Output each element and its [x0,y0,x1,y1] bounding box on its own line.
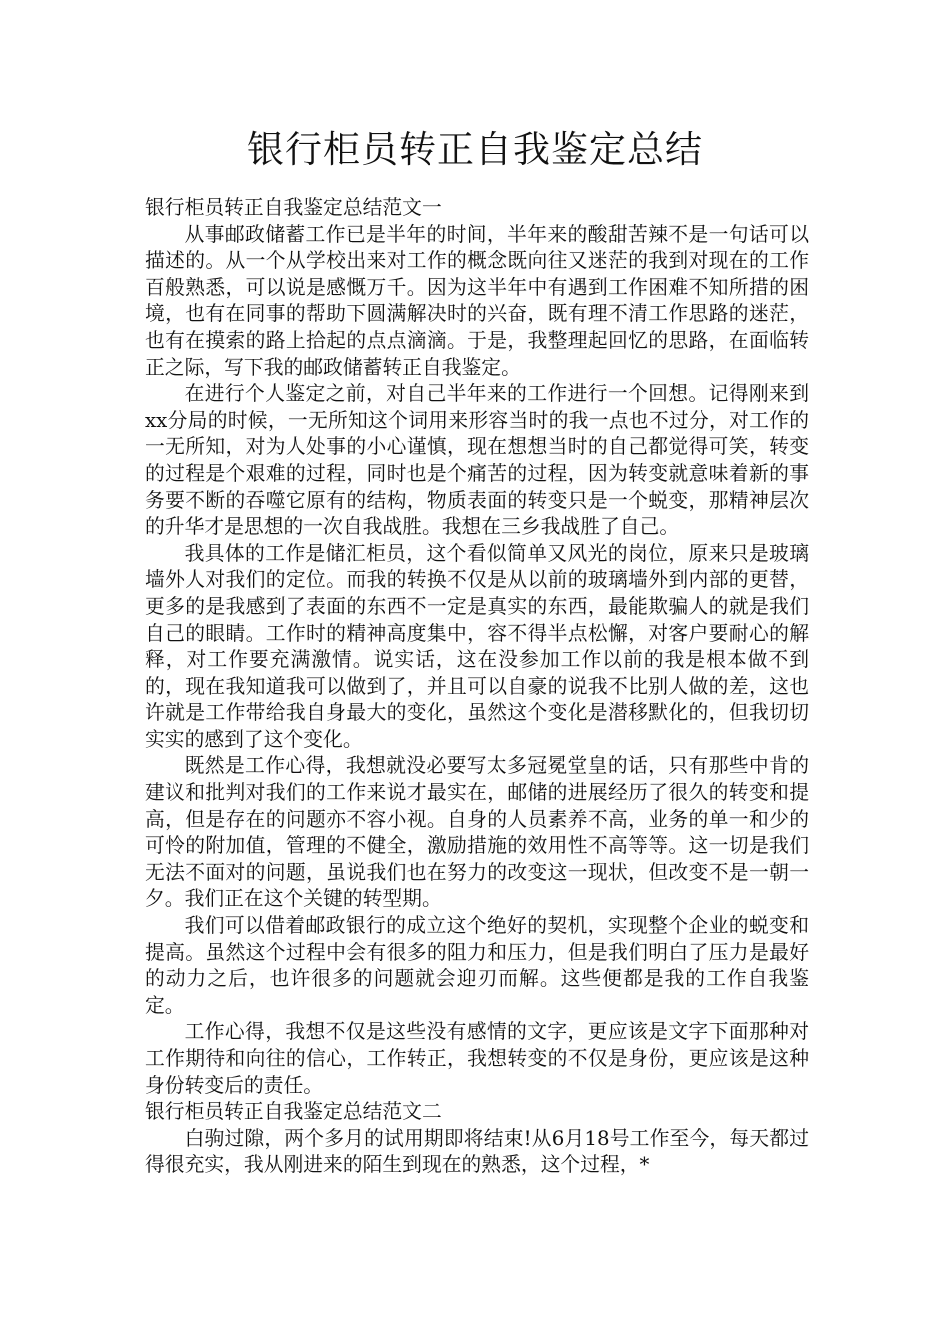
paragraph: 从事邮政储蓄工作已是半年的时间，半年来的酸甜苦辣不是一句话可以描述的。从一个从学校出来对工作的概念既向往又迷茫的我到对现在的工作百般熟悉，可以说是感慨万千。因为这半年中有遇到工作困难不知所措的困境，也有在同事的帮助下圆满解决时的兴奋，既有理不清工作思路的迷茫，也有在摸索的路上拾起的点点滴滴。于是，我整理起回忆的思路，在面临转正之际，写下我的邮政储蓄转正自我鉴定。 [145,222,809,379]
paragraph: 在进行个人鉴定之前，对自己半年来的工作进行一个回想。记得刚来到xx分局的时候，一无所知这个词用来形容当时的我一点也不过分，对工作的一无所知，对为人处事的小心谨慎，现在想想当时的自己都觉得可笑，转变的过程是个艰难的过程，同时也是个痛苦的过程，因为转变就意味着新的事务要不断的吞噬它原有的结构，物质表面的转变只是一个蜕变，那精神层次的升华才是思想的一次自我战胜。我想在三乡我战胜了自己。 [145,382,809,539]
section-heading: 银行柜员转正自我鉴定总结范文二 [145,1100,442,1124]
section-heading: 银行柜员转正自我鉴定总结范文一 [145,196,442,219]
paragraph: 既然是工作心得，我想就没必要写太多冠冕堂皇的话，只有那些中肯的建议和批判对我们的工作来说才最实在，邮储的进展经历了很久的转变和提高，但是存在的问题亦不容小视。自身的人员素养不高，业务的单一和少的可怜的附加值，管理的不健全，激励措施的效用性不高等等。这一切是我们无法不面对的问题，虽说我们也在努力的改变这一现状，但改变不是一朝一夕。我们正在这个关键的转型期。 [145,754,809,911]
document-body [145,195,809,1179]
document-title: 银行柜员转正自我鉴定总结 [247,128,703,171]
paragraph: 我们可以借着邮政银行的成立这个绝好的契机，实现整个企业的蜕变和提高。虽然这个过程中会有很多的阻力和压力，但是我们明白了压力是最好的动力之后，也许很多的问题就会迎刃而解。这些便都是我的工作自我鉴定。 [145,914,809,1017]
paragraph: 工作心得，我想不仅是这些没有感情的文字，更应该是文字下面那种对工作期待和向往的信心，工作转正，我想转变的不仅是身份，更应该是这种身份转变后的责任。 [145,1020,809,1097]
paragraph: 我具体的工作是储汇柜员，这个看似简单又风光的岗位，原来只是玻璃墙外人对我们的定位。而我的转换不仅是从以前的玻璃墙外到内部的更替，更多的是我感到了表面的东西不一定是真实的东西，最能欺骗人的就是我们自己的眼睛。工作时的精神高度集中，容不得半点松懈，对客户要耐心的解释，对工作要充满激情。说实话，这在没参加工作以前的我是根本做不到的，现在我知道我可以做到了，并且可以自豪的说我不比别人做的差，这也许就是工作带给我自身最大的变化，虽然这个变化是潜移默化的，但我切切实实的感到了这个变化。 [145,541,809,751]
paragraph: 白驹过隙，两个多月的试用期即将结束!从6月18号工作至今，每天都过得很充实，我从刚进来的陌生到现在的熟悉，这个过程，* [145,1126,809,1177]
